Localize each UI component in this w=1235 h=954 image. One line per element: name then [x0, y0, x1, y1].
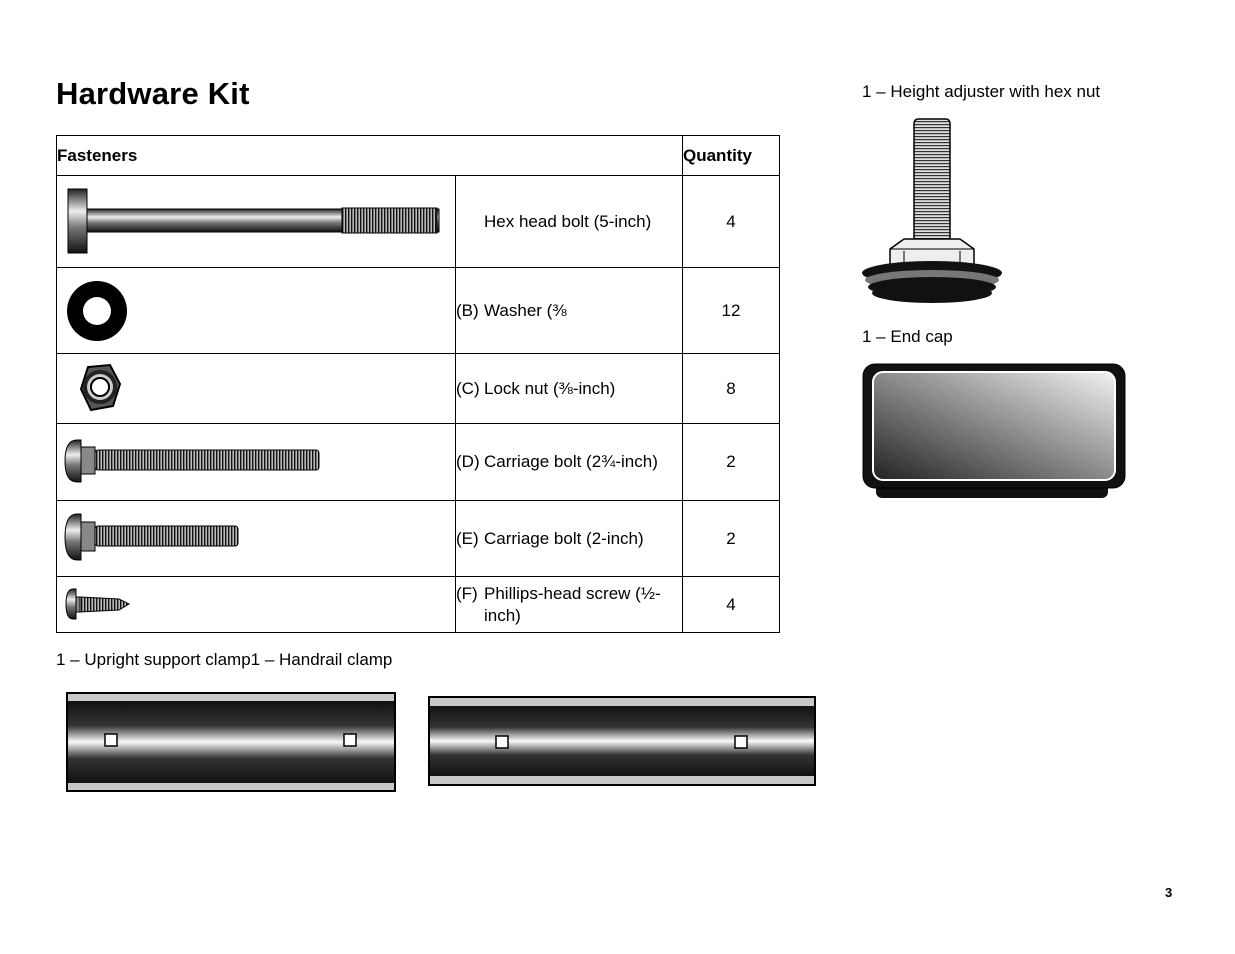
fastener-label: Lock nut (⅜-inch) [484, 378, 616, 398]
fastener-description [456, 354, 683, 424]
carriage-bolt-icon [57, 424, 455, 501]
lock-nut-icon [57, 354, 455, 424]
fastener-quantity: 8 [683, 354, 780, 424]
fastener-label: Hex head bolt (5-inch) [484, 211, 652, 231]
fastener-label: Phillips-head screw (½-inch) [484, 583, 661, 625]
fastener-letter: (C) [456, 378, 480, 398]
fastener-letter: (D) [456, 452, 480, 471]
table-row [57, 577, 780, 633]
fastener-image-cell [57, 424, 456, 501]
height-adjuster-image [860, 115, 1010, 315]
upright-support-clamp-image [66, 692, 398, 794]
fastener-image-cell [57, 501, 456, 577]
fastener-quantity: 12 [683, 268, 780, 354]
fastener-letter: (F) [456, 583, 478, 603]
fastener-image-cell [57, 354, 456, 424]
handrail-clamp-image [428, 696, 818, 788]
table-row [57, 176, 780, 268]
table-row [57, 501, 780, 577]
end-cap-image [860, 362, 1130, 502]
washer-icon [57, 268, 455, 354]
fasteners-header: Fasteners [57, 136, 683, 176]
carriage-bolt-short-icon [57, 501, 455, 577]
fastener-image-cell [57, 176, 456, 268]
fastener-description [456, 176, 683, 268]
fastener-description [456, 424, 683, 501]
fastener-letter: (E) [456, 528, 479, 548]
table-row [57, 424, 780, 501]
quantity-header: Quantity [683, 136, 780, 176]
fastener-quantity: 4 [683, 577, 780, 633]
fastener-label: Washer (⅜ [484, 300, 567, 320]
clamps-caption: 1 – Upright support clamp1 – Handrail clamp [56, 650, 393, 669]
fastener-label: Carriage bolt (2¾-inch) [484, 452, 658, 471]
fasteners-table [56, 135, 780, 633]
fastener-image-cell [57, 577, 456, 633]
fastener-description [456, 268, 683, 354]
table-row [57, 354, 780, 424]
height-adjuster-caption: 1 – Height adjuster with hex nut [862, 82, 1101, 101]
fastener-image-cell [57, 268, 456, 354]
table-header-row [57, 136, 780, 176]
fastener-description [456, 577, 683, 633]
page-number: 3 [1165, 885, 1173, 900]
table-row [57, 268, 780, 354]
fastener-quantity: 2 [683, 424, 780, 501]
fastener-label: Carriage bolt (2-inch) [484, 528, 644, 548]
page-title: Hardware Kit [56, 76, 250, 111]
hex-head-bolt-icon [57, 176, 455, 268]
end-cap-caption: 1 – End cap [862, 327, 953, 346]
fastener-quantity: 4 [683, 176, 780, 268]
fastener-quantity: 2 [683, 501, 780, 577]
fastener-letter: (B) [456, 300, 479, 320]
fastener-description [456, 501, 683, 577]
phillips-head-screw-icon [57, 577, 455, 633]
